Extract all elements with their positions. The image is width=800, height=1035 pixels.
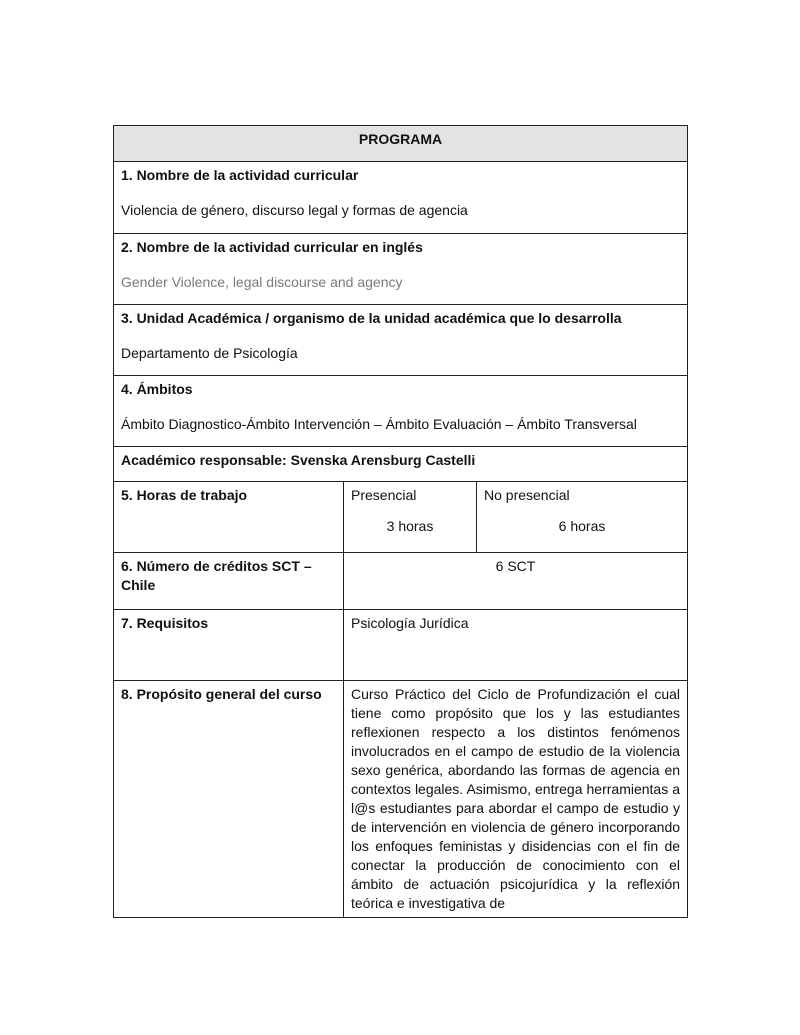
proposito-title: 8. Propósito general del curso	[114, 681, 344, 918]
nombre-title: 1. Nombre de la actividad curricular	[121, 167, 359, 183]
row-horas	[114, 482, 688, 553]
row-ingles	[114, 234, 688, 305]
requisitos-title: 7. Requisitos	[114, 610, 344, 681]
creditos-value: 6 SCT	[344, 553, 688, 610]
row-unidad	[114, 305, 688, 376]
cell-no-presencial	[477, 482, 688, 553]
row-proposito	[114, 681, 688, 918]
cell-ambitos	[114, 376, 688, 447]
cell-unidad	[114, 305, 688, 376]
row-academico	[114, 447, 688, 482]
proposito-value: Curso Práctico del Ciclo de Profundización el cual tiene como propósito que los y las estudiantes reflexionen respecto a los distintos fenómenos involucrados en el campo de estudio de la violencia sexo genérica, abordando las formas de agencia en contextos legales. Asimismo, entrega herramientas a l@s estudiantes para abordar el campo de estudio y de intervención en violencia de género incorporando los enfoques feministas y disidencias con el fin de conectar la producción de conocimiento con el ámbito de actuación psicojurídica y la reflexión teórica e investigativa de	[344, 681, 688, 918]
row-nombre	[114, 162, 688, 234]
ingles-value: Gender Violence, legal discourse and agency	[121, 274, 403, 290]
cell-ingles	[114, 234, 688, 305]
row-requisitos	[114, 610, 688, 681]
table-header-row	[114, 126, 688, 162]
row-creditos	[114, 553, 688, 610]
ambitos-value: Ámbito Diagnostico-Ámbito Intervención – Ámbito Evaluación – Ámbito Transversal	[121, 416, 637, 432]
presencial-label: Presencial	[351, 487, 417, 503]
horas-title: 5. Horas de trabajo	[114, 482, 344, 553]
creditos-title: 6. Número de créditos SCT – Chile	[114, 553, 344, 610]
no-presencial-label: No presencial	[484, 487, 570, 503]
ambitos-title: 4. Ámbitos	[121, 381, 193, 397]
cell-nombre	[114, 162, 688, 234]
unidad-title: 3. Unidad Académica / organismo de la unidad académica que lo desarrolla	[121, 310, 622, 326]
unidad-value: Departamento de Psicología	[121, 345, 298, 361]
requisitos-value: Psicología Jurídica	[344, 610, 688, 681]
program-table	[113, 125, 688, 918]
cell-presencial	[344, 482, 477, 553]
ingles-title: 2. Nombre de la actividad curricular en inglés	[121, 239, 423, 255]
academico-title: Académico responsable: Svenska Arensburg Castelli	[114, 447, 688, 482]
nombre-value: Violencia de género, discurso legal y formas de agencia	[121, 202, 468, 218]
no-presencial-value: 6 horas	[558, 518, 606, 534]
row-ambitos	[114, 376, 688, 447]
presencial-value: 3 horas	[386, 518, 434, 534]
table-header: PROGRAMA	[114, 126, 688, 162]
